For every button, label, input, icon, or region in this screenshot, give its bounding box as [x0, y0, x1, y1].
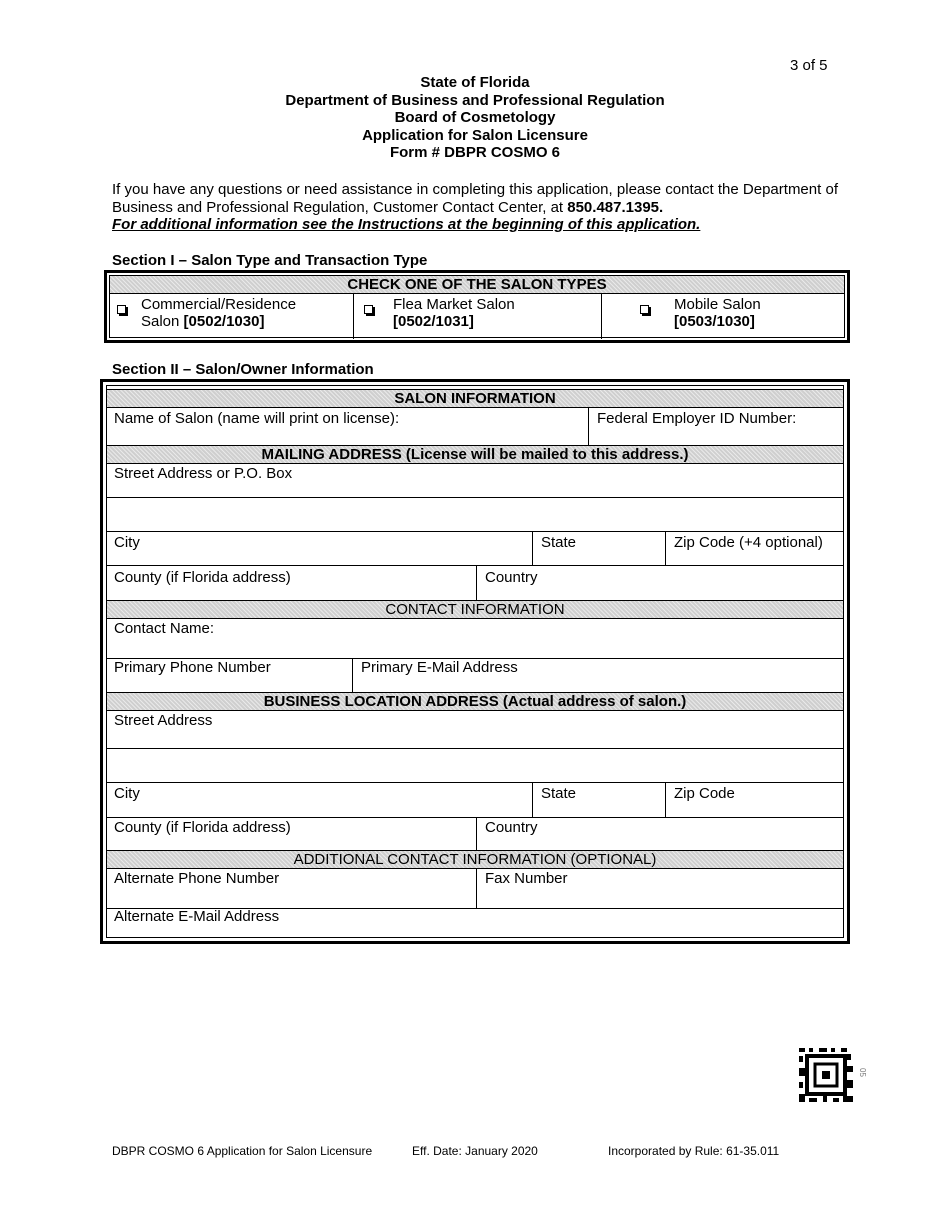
mailing-county-label: County (if Florida address) [114, 569, 291, 586]
contact-phone: 850.487.1395. [567, 198, 664, 216]
alt-email-label: Alternate E-Mail Address [114, 908, 280, 925]
business-county-field[interactable] [107, 817, 476, 851]
alt-phone-field[interactable] [107, 868, 476, 908]
business-zip-label: Zip Code [674, 785, 735, 802]
fax-field[interactable] [476, 868, 843, 908]
fein-label: Federal Employer ID Number: [597, 410, 797, 427]
primary-email-field[interactable] [352, 658, 843, 692]
mailing-street-label: Street Address or P.O. Box [114, 465, 293, 482]
barcode-number: 05 [858, 1068, 867, 1077]
business-country-label: Country [485, 819, 538, 836]
alt-email-field[interactable] [107, 908, 843, 938]
mobile-label: Mobile Salon [674, 296, 761, 313]
business-state-field[interactable] [532, 782, 666, 817]
business-city-field[interactable] [107, 782, 532, 817]
salon-type-flea-market[interactable] [353, 293, 602, 339]
header-department: Department of Business and Professional Regulation [285, 91, 665, 109]
contact-band: CONTACT INFORMATION [107, 600, 843, 619]
commercial-label-2: Salon [141, 313, 184, 330]
business-city-label: City [114, 785, 140, 802]
business-zip-field[interactable] [665, 782, 843, 817]
flea-market-label: Flea Market Salon [393, 296, 515, 313]
business-street-field[interactable] [107, 710, 843, 749]
section1-title: Section I – Salon Type and Transaction Type [112, 252, 428, 269]
mailing-city-field[interactable] [107, 531, 532, 565]
commercial-label: Commercial/Residence [141, 296, 297, 313]
mailing-zip-label: Zip Code (+4 optional) [674, 534, 823, 551]
footer-eff-date: Eff. Date: January 2020 [412, 1144, 538, 1158]
mailing-state-field[interactable] [532, 531, 666, 565]
fein-field[interactable] [588, 407, 843, 445]
salon-type-box [104, 270, 850, 343]
mailing-country-label: Country [485, 569, 538, 586]
salon-name-field[interactable] [107, 407, 588, 445]
fax-label: Fax Number [485, 870, 568, 887]
mailing-street-line2[interactable] [107, 497, 843, 532]
mobile-code: [0503/1030] [674, 313, 755, 330]
commercial-code: [0502/1030] [183, 313, 265, 330]
mailing-county-field[interactable] [107, 565, 476, 601]
primary-phone-field[interactable] [107, 658, 352, 692]
header-form-number: Form # DBPR COSMO 6 [389, 144, 561, 161]
mailing-street-field[interactable] [107, 463, 843, 498]
salon-type-commercial[interactable] [110, 293, 353, 339]
footer-rule: Incorporated by Rule: 61-35.011 [608, 1144, 780, 1158]
business-street-line2[interactable] [107, 748, 843, 783]
mailing-city-label: City [114, 534, 140, 551]
mailing-zip-field[interactable] [665, 531, 843, 565]
business-county-label: County (if Florida address) [114, 819, 291, 836]
business-street-label: Street Address [114, 712, 213, 729]
business-band: BUSINESS LOCATION ADDRESS (Actual address of salon.) [107, 692, 843, 711]
salon-type-mobile[interactable] [601, 293, 844, 339]
salon-type-band: CHECK ONE OF THE SALON TYPES [110, 275, 844, 294]
page-number: 3 of 5 [790, 57, 828, 74]
contact-name-label: Contact Name: [114, 620, 215, 637]
alt-phone-label: Alternate Phone Number [114, 870, 280, 887]
salon-name-label: Name of Salon (name will print on license): [114, 410, 400, 427]
header-application: Application for Salon Licensure [362, 126, 588, 144]
section2-title: Section II – Salon/Owner Information [112, 361, 374, 378]
form-header [112, 74, 838, 162]
qr-code-icon [797, 1046, 855, 1104]
business-country-field[interactable] [476, 817, 843, 851]
instructions-note: For additional information see the Instructions at the beginning of this application. [112, 216, 701, 233]
checkbox-commercial[interactable] [117, 305, 126, 314]
header-state: State of Florida [420, 74, 530, 91]
header-board: Board of Cosmetology [394, 109, 556, 126]
mailing-country-field[interactable] [476, 565, 843, 601]
mailing-band: MAILING ADDRESS (License will be mailed to this address.) [107, 445, 843, 464]
checkbox-flea-market[interactable] [364, 305, 373, 314]
contact-name-field[interactable] [107, 618, 843, 659]
checkbox-mobile[interactable] [640, 305, 649, 314]
primary-phone-label: Primary Phone Number [114, 659, 271, 676]
business-state-label: State [541, 785, 577, 802]
intro-text: If you have any questions or need assistance in completing this application, please contact the Department of Business and Professional Regulation, Customer Contact Center, at [112, 181, 838, 216]
salon-owner-box [100, 379, 850, 944]
flea-market-code: [0502/1031] [393, 313, 474, 330]
footer-form-name: DBPR COSMO 6 Application for Salon Licensure [112, 1144, 373, 1158]
mailing-state-label: State [541, 534, 577, 551]
salon-info-band: SALON INFORMATION [107, 389, 843, 408]
additional-band: ADDITIONAL CONTACT INFORMATION (OPTIONAL) [107, 850, 843, 869]
intro-paragraph [112, 181, 838, 234]
primary-email-label: Primary E-Mail Address [361, 659, 518, 676]
